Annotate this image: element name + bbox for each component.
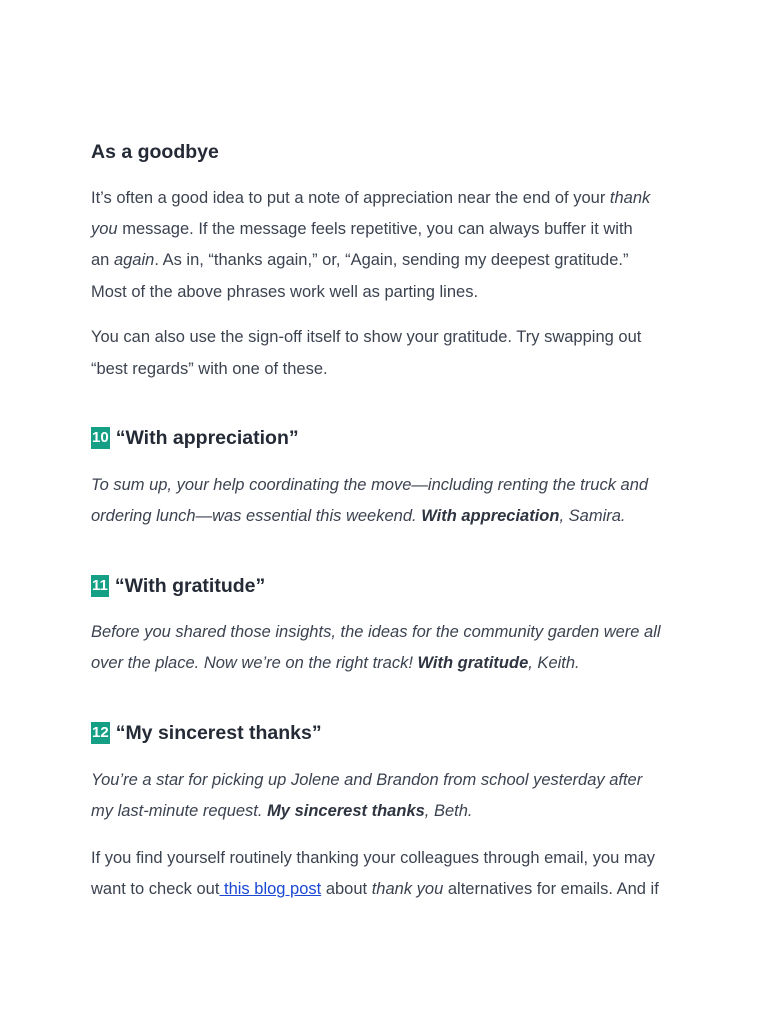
- item-title: “With appreciation”: [115, 427, 299, 449]
- signoff-phrase: With gratitude: [417, 654, 529, 672]
- intro-paragraph-line-1: [91, 183, 650, 215]
- text: about: [321, 880, 372, 898]
- closing-paragraph-line-2: [91, 874, 659, 906]
- example-line-2: [91, 648, 580, 680]
- blog-post-link[interactable]: this blog post: [219, 880, 322, 898]
- signoff-phrase: With appreciation: [421, 507, 560, 525]
- closing-paragraph-line-1: If you find yourself routinely thanking your colleagues through email, you may: [91, 849, 656, 867]
- text: , Keith.: [528, 654, 580, 672]
- emphasis: thank you: [371, 880, 444, 898]
- text: alternatives for emails. And if: [443, 880, 659, 898]
- signoff-paragraph-line-1: You can also use the sign-off itself to show your gratitude. Try swapping out: [91, 328, 642, 346]
- example-line-2: [91, 501, 626, 533]
- emphasis: you: [91, 220, 118, 238]
- text: over the place. Now we’re on the right track!: [91, 654, 418, 672]
- section-heading: As a goodbye: [91, 141, 219, 163]
- emphasis: again: [113, 251, 155, 269]
- text: It’s often a good idea to put a note of appreciation near the end of your: [91, 189, 610, 207]
- item-heading: [91, 721, 322, 745]
- text: an: [91, 251, 114, 269]
- text: my last-minute request.: [91, 802, 268, 820]
- intro-paragraph-line-2: [91, 214, 633, 246]
- text: , Beth.: [424, 802, 473, 820]
- text: . As in, “thanks again,” or, “Again, sending my deepest gratitude.”: [154, 251, 629, 269]
- item-number-badge: 10: [91, 427, 110, 449]
- item-heading: [91, 426, 299, 450]
- emphasis: thank: [609, 189, 651, 207]
- item-heading: [91, 574, 265, 598]
- example-line-1: Before you shared those insights, the ideas for the community garden were all: [91, 623, 661, 641]
- intro-paragraph-line-3: [91, 245, 629, 277]
- intro-paragraph-line-4: Most of the above phrases work well as parting lines.: [91, 283, 479, 301]
- text: ordering lunch—was essential this weekend.: [91, 507, 422, 525]
- item-number-badge: 11: [91, 575, 109, 597]
- item-number-badge: 12: [91, 722, 110, 744]
- item-title: “My sincerest thanks”: [115, 722, 322, 744]
- example-line-2: [91, 796, 473, 828]
- example-line-1: You’re a star for picking up Jolene and Brandon from school yesterday after: [91, 771, 643, 789]
- example-line-1: To sum up, your help coordinating the move—including renting the truck and: [91, 476, 649, 494]
- item-title: “With gratitude”: [114, 575, 266, 597]
- signoff-paragraph-line-2: “best regards” with one of these.: [91, 360, 328, 378]
- text: want to check out: [91, 880, 220, 898]
- text: , Samira.: [559, 507, 626, 525]
- signoff-phrase: My sincerest thanks: [267, 802, 425, 820]
- text: message. If the message feels repetitive, you can always buffer it with: [117, 220, 633, 238]
